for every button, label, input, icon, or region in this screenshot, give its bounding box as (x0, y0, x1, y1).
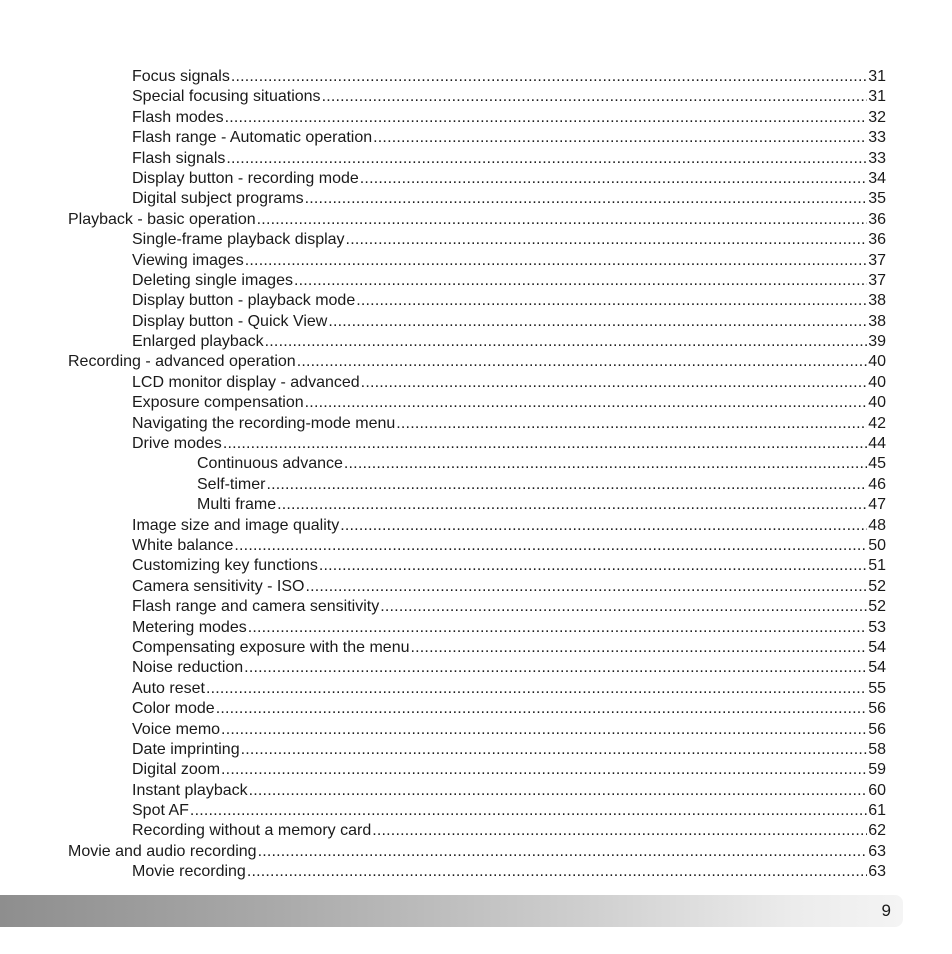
toc-entry-title: Special focusing situations (132, 88, 321, 106)
toc-entry-line (132, 821, 886, 841)
toc-entry (0, 169, 952, 189)
toc-entry-line (132, 740, 886, 760)
toc-entry-page: 47 (868, 496, 886, 514)
toc-entry-line (197, 495, 886, 515)
toc-entry-title: Date imprinting (132, 740, 240, 758)
toc-entry (0, 516, 952, 536)
toc-entry-page: 54 (868, 638, 886, 656)
toc-entry-page: 53 (868, 618, 886, 636)
toc-entry-page: 37 (868, 271, 886, 289)
toc-entry-page: 33 (868, 149, 886, 167)
toc-entry-title: Flash range and camera sensitivity (132, 598, 380, 616)
toc-entry (0, 393, 952, 413)
toc-entry-line (68, 352, 886, 372)
toc-entry-title: Movie and audio recording (68, 842, 257, 860)
toc-entry (0, 312, 952, 332)
toc-entry-title: Exposure compensation (132, 394, 304, 412)
toc-entry-title: Deleting single images (132, 271, 293, 289)
toc-entry (0, 475, 952, 495)
toc-entry-title: Camera sensitivity - ISO (132, 577, 305, 595)
toc-leader-dots (360, 169, 867, 189)
toc-leader-dots (231, 67, 867, 87)
toc-leader-dots (346, 230, 868, 250)
toc-leader-dots (226, 149, 867, 169)
toc-entry-page: 34 (868, 169, 886, 187)
toc-entry-line (132, 577, 886, 597)
toc-entry-page: 38 (868, 292, 886, 310)
toc-entry (0, 251, 952, 271)
toc-entry-title: Enlarged playback (132, 333, 264, 351)
toc-leader-dots (319, 556, 867, 576)
toc-entry-page: 33 (868, 129, 886, 147)
toc-entry-page: 31 (868, 88, 886, 106)
toc-entry-line (132, 169, 886, 189)
toc-entry-line (132, 87, 886, 107)
toc-entry-line (132, 108, 886, 128)
toc-entry (0, 801, 952, 821)
toc-entry-title: Instant playback (132, 781, 248, 799)
toc-leader-dots (234, 536, 867, 556)
toc-entry-page: 37 (868, 251, 886, 269)
toc-entry-line (132, 128, 886, 148)
toc-entry-line (132, 556, 886, 576)
toc-leader-dots (277, 495, 867, 515)
toc-leader-dots (344, 454, 867, 474)
toc-entry (0, 597, 952, 617)
toc-entry-title: Spot AF (132, 802, 189, 820)
toc-entry-page: 39 (868, 333, 886, 351)
toc-entry-page: 45 (868, 455, 886, 473)
toc-entry-page: 50 (868, 536, 886, 554)
toc-leader-dots (225, 108, 868, 128)
toc-entry-title: Focus signals (132, 68, 230, 85)
toc-entry-page: 63 (868, 863, 886, 881)
toc-entry-page: 48 (868, 516, 886, 534)
toc-entry (0, 210, 952, 230)
toc-entry-title: Voice memo (132, 720, 221, 738)
toc-entry-title: Flash modes (132, 108, 224, 126)
toc-entry-line (132, 720, 886, 740)
toc-entry-line (132, 414, 886, 434)
toc-entry-title: Drive modes (132, 435, 222, 453)
toc-entry (0, 271, 952, 291)
toc-entry (0, 373, 952, 393)
toc-entry-line (132, 760, 886, 780)
toc-leader-dots (257, 210, 868, 230)
toc-leader-dots (411, 638, 868, 658)
toc-entry (0, 189, 952, 209)
toc-entry-line (132, 373, 886, 393)
toc-entry-page: 40 (868, 373, 886, 391)
toc-entry-page: 40 (868, 394, 886, 412)
toc-leader-dots (380, 597, 867, 617)
toc-entry-title: LCD monitor display - advanced (132, 373, 360, 391)
toc-entry-title: Self-timer (197, 475, 266, 493)
toc-leader-dots (249, 781, 868, 801)
toc-leader-dots (322, 87, 868, 107)
toc-entry (0, 821, 952, 841)
toc-entry (0, 434, 952, 454)
toc-entry-title: Playback - basic operation (68, 210, 256, 228)
toc-entry-page: 42 (868, 414, 886, 432)
toc-entry-page: 31 (868, 68, 886, 85)
toc-entry-title: Navigating the recording-mode menu (132, 414, 396, 432)
toc-entry-page: 54 (868, 659, 886, 677)
toc-entry-line (132, 658, 886, 678)
toc-entry (0, 495, 952, 515)
toc-leader-dots (305, 189, 868, 209)
toc-leader-dots (247, 862, 867, 882)
toc-entry-title: Display button - playback mode (132, 292, 356, 310)
toc-entry-page: 40 (868, 353, 886, 371)
toc-entry-page: 51 (868, 557, 886, 575)
toc-entry-line (132, 291, 886, 311)
toc-leader-dots (340, 516, 867, 536)
toc-leader-dots (206, 679, 867, 699)
toc-entry-line (132, 862, 886, 882)
toc-entry-title: Metering modes (132, 618, 247, 636)
toc-entry-line (132, 638, 886, 658)
toc-leader-dots (221, 760, 867, 780)
toc-entry-line (132, 516, 886, 536)
toc-entry-title: Display button - Quick View (132, 312, 328, 330)
toc-entry-title: Movie recording (132, 863, 246, 881)
toc-entry-line (197, 454, 886, 474)
toc-entry (0, 577, 952, 597)
toc-entry (0, 230, 952, 250)
toc-entry-line (132, 149, 886, 169)
toc-entry-page: 62 (868, 822, 886, 840)
toc-entry (0, 454, 952, 474)
toc-entry-line (132, 434, 886, 454)
toc-entry (0, 658, 952, 678)
toc-entry-page: 36 (868, 231, 886, 249)
page-number: 9 (881, 901, 891, 920)
toc-entry-page: 59 (868, 761, 886, 779)
toc-entry-line (68, 842, 886, 862)
toc-entry-line (132, 699, 886, 719)
toc-entry (0, 149, 952, 169)
toc-entry-page: 56 (868, 720, 886, 738)
table-of-contents (0, 67, 952, 883)
footer-band (0, 895, 903, 927)
toc-entry-line (197, 475, 886, 495)
toc-entry-title: Recording without a memory card (132, 822, 372, 840)
toc-entry-page: 36 (868, 210, 886, 228)
toc-entry (0, 128, 952, 148)
toc-entry-page: 38 (868, 312, 886, 330)
toc-leader-dots (396, 414, 867, 434)
toc-entry-line (132, 271, 886, 291)
toc-entry-title: Customizing key functions (132, 557, 318, 575)
toc-entry-title: Flash signals (132, 149, 226, 167)
toc-entry-title: Recording - advanced operation (68, 353, 296, 371)
toc-entry-title: Digital subject programs (132, 190, 304, 208)
toc-entry (0, 842, 952, 862)
toc-entry (0, 862, 952, 882)
toc-leader-dots (305, 577, 867, 597)
toc-entry-page: 63 (868, 842, 886, 860)
toc-entry (0, 108, 952, 128)
toc-entry-title: Single-frame playback display (132, 231, 345, 249)
toc-entry (0, 781, 952, 801)
toc-entry-title: Display button - recording mode (132, 169, 359, 187)
toc-entry-line (132, 597, 886, 617)
toc-entry-title: Multi frame (197, 496, 277, 514)
toc-leader-dots (356, 291, 867, 311)
toc-entry-line (132, 536, 886, 556)
toc-leader-dots (190, 801, 867, 821)
toc-entry-line (132, 618, 886, 638)
toc-entry-title: White balance (132, 536, 234, 554)
toc-entry-line (132, 189, 886, 209)
toc-leader-dots (248, 618, 867, 638)
toc-entry-title: Viewing images (132, 251, 244, 269)
toc-entry-title: Compensating exposure with the menu (132, 638, 410, 656)
toc-leader-dots (221, 720, 867, 740)
toc-entry (0, 699, 952, 719)
toc-entry (0, 618, 952, 638)
toc-leader-dots (241, 740, 868, 760)
toc-leader-dots (244, 658, 867, 678)
toc-entry-page: 52 (868, 577, 886, 595)
toc-leader-dots (372, 821, 867, 841)
toc-entry-title: Digital zoom (132, 761, 221, 779)
toc-leader-dots (373, 128, 867, 148)
toc-entry-line (132, 781, 886, 801)
toc-entry (0, 67, 952, 87)
toc-entry (0, 679, 952, 699)
toc-entry (0, 740, 952, 760)
toc-entry-page: 44 (868, 435, 886, 453)
toc-entry-page: 46 (868, 475, 886, 493)
toc-entry-page: 35 (868, 190, 886, 208)
toc-leader-dots (305, 393, 868, 413)
toc-leader-dots (258, 842, 868, 862)
toc-entry-title: Color mode (132, 700, 215, 718)
toc-entry-page: 55 (868, 679, 886, 697)
toc-entry (0, 332, 952, 352)
toc-entry-line (132, 679, 886, 699)
toc-entry-title: Image size and image quality (132, 516, 340, 534)
toc-entry-title: Auto reset (132, 679, 205, 697)
toc-entry (0, 414, 952, 434)
toc-entry-line (132, 251, 886, 271)
toc-entry-line (132, 312, 886, 332)
toc-entry-page: 58 (868, 740, 886, 758)
toc-entry-title: Flash range - Automatic operation (132, 129, 373, 147)
toc-entry-line (132, 230, 886, 250)
toc-entry-page: 60 (868, 781, 886, 799)
toc-entry-title: Continuous advance (197, 455, 343, 473)
toc-entry-page: 56 (868, 700, 886, 718)
toc-entry (0, 720, 952, 740)
toc-entry-page: 61 (868, 802, 886, 820)
toc-entry-title: Noise reduction (132, 659, 244, 677)
toc-leader-dots (266, 475, 867, 495)
toc-entry-line (132, 332, 886, 352)
toc-entry-line (132, 393, 886, 413)
toc-entry (0, 291, 952, 311)
toc-entry (0, 352, 952, 372)
toc-leader-dots (265, 332, 868, 352)
toc-leader-dots (216, 699, 868, 719)
toc-leader-dots (361, 373, 868, 393)
toc-entry-page: 32 (868, 108, 886, 126)
toc-leader-dots (297, 352, 868, 372)
toc-entry (0, 87, 952, 107)
toc-entry (0, 760, 952, 780)
toc-entry (0, 536, 952, 556)
toc-entry-line (132, 67, 886, 87)
toc-entry-page: 52 (868, 598, 886, 616)
toc-leader-dots (245, 251, 867, 271)
toc-leader-dots (294, 271, 867, 291)
toc-entry-line (132, 801, 886, 821)
toc-entry-line (68, 210, 886, 230)
toc-leader-dots (328, 312, 867, 332)
toc-entry (0, 556, 952, 576)
toc-leader-dots (223, 434, 867, 454)
toc-entry (0, 638, 952, 658)
